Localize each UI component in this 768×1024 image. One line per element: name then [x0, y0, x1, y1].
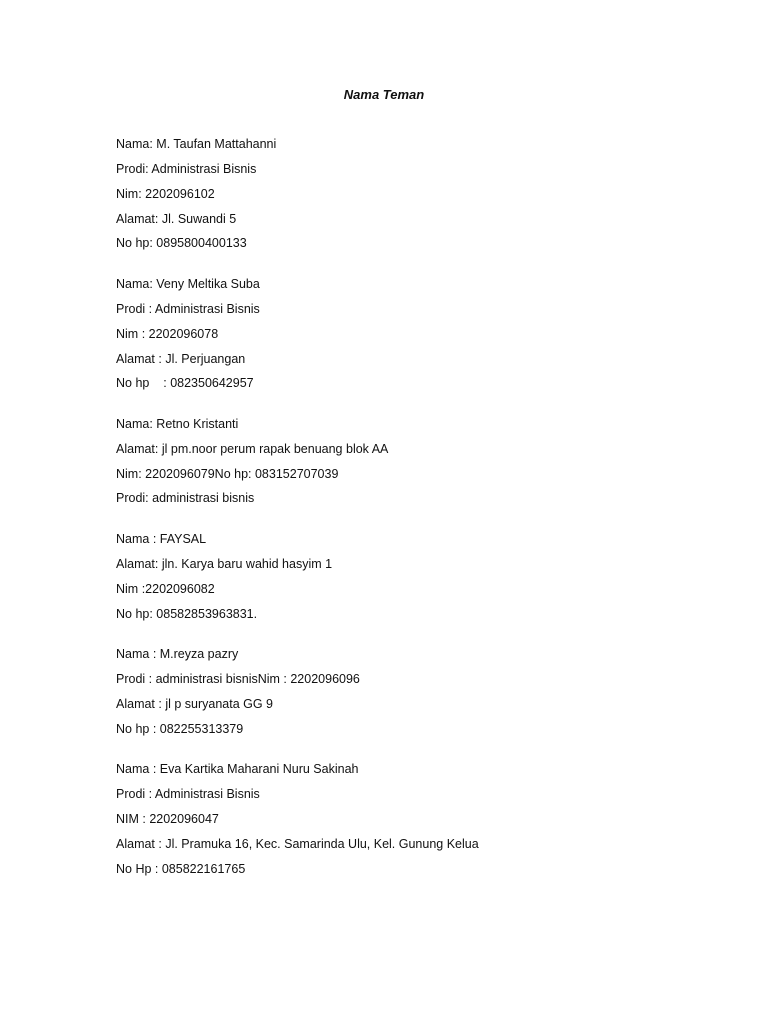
friend-list	[116, 136, 736, 901]
entry-line: Nama : FAYSAL	[116, 532, 207, 547]
entry-line: No hp : 082255313379	[116, 721, 244, 736]
entry-line: Prodi : administrasi bisnisNim : 2202096096	[116, 672, 360, 687]
entry-line: Alamat: jl pm.noor perum rapak benuang blok AA	[116, 441, 389, 456]
friend-entry	[116, 276, 736, 391]
entry-line: Nama : Eva Kartika Maharani Nuru Sakinah	[116, 762, 359, 777]
entry-line: Alamat : jl p suryanata GG 9	[116, 696, 274, 711]
entry-line: No Hp : 085822161765	[116, 861, 246, 876]
entry-line: Nim : 2202096078	[116, 326, 219, 341]
entry-line: Alamat: jln. Karya baru wahid hasyim 1	[116, 556, 333, 571]
entry-line: No hp: 0895800400133	[116, 236, 247, 251]
entry-line: Nama : M.reyza pazry	[116, 647, 239, 662]
entry-line: No hp: 08582853963831.	[116, 606, 258, 621]
entry-line: Nama: Retno Kristanti	[116, 416, 239, 431]
entry-line: Alamat: Jl. Suwandi 5	[116, 211, 237, 226]
friend-entry	[116, 761, 736, 876]
entry-line: Prodi: administrasi bisnis	[116, 491, 255, 506]
entry-line: No hp : 082350642957	[116, 376, 254, 391]
entry-line: Alamat : Jl. Perjuangan	[116, 351, 246, 366]
entry-line: Nim: 2202096102	[116, 186, 215, 201]
entry-line: Nim: 2202096079No hp: 083152707039	[116, 466, 339, 481]
entry-line: Nama: Veny Meltika Suba	[116, 276, 260, 291]
entry-line: Prodi : Administrasi Bisnis	[116, 301, 260, 316]
entry-line: Prodi: Administrasi Bisnis	[116, 161, 257, 176]
entry-line: Prodi : Administrasi Bisnis	[116, 787, 260, 802]
entry-line: Alamat : Jl. Pramuka 16, Kec. Samarinda Ulu, Kel. Gunung Kelua	[116, 836, 479, 851]
entry-line: Nim :2202096082	[116, 581, 215, 596]
entry-line: NIM : 2202096047	[116, 812, 219, 826]
friend-entry	[116, 531, 736, 622]
document-title: Nama Teman	[343, 87, 425, 102]
friend-entry	[116, 646, 736, 737]
entry-line: Nama: M. Taufan Mattahanni	[116, 137, 277, 151]
friend-entry	[116, 416, 736, 507]
friend-entry	[116, 136, 736, 251]
